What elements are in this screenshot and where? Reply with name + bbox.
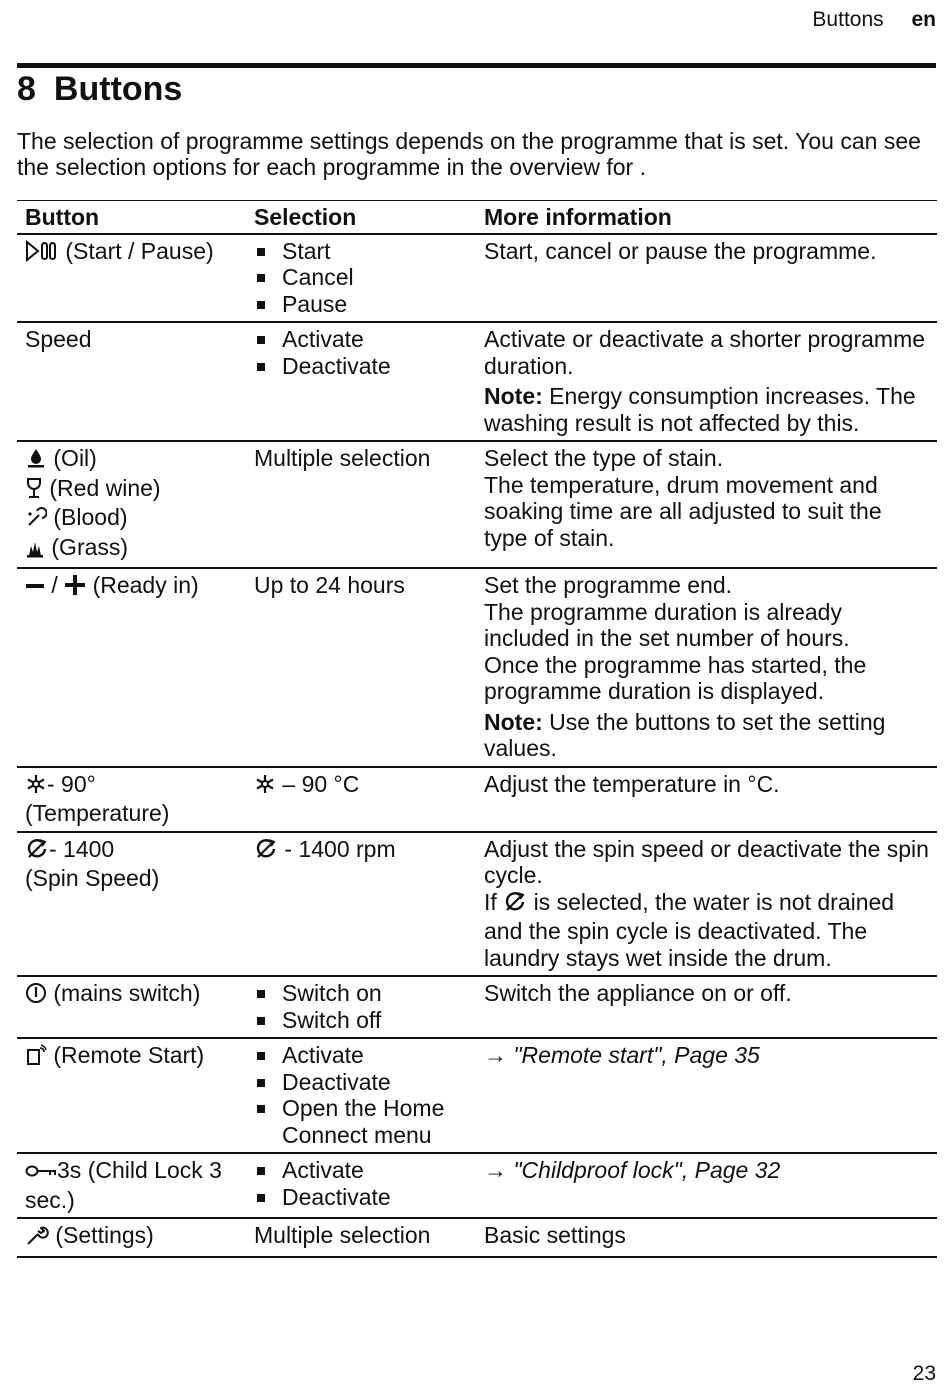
- info-cell: [476, 322, 937, 441]
- key-icon: [25, 1160, 57, 1187]
- info-cell: [476, 234, 937, 323]
- selection-cell: [246, 1153, 476, 1218]
- info-text: The temperature, drum movement and soaking time are all adjusted to suit the type of stain.: [484, 471, 882, 551]
- xref-childproof-lock-link[interactable]: "Childproof lock", Page 32: [513, 1157, 781, 1183]
- info-cell: [476, 832, 937, 977]
- note-text: [484, 383, 929, 436]
- button-value: - 1400: [49, 835, 115, 862]
- info-text: [484, 889, 929, 972]
- selection-cell: [246, 832, 476, 977]
- info-cell: [476, 767, 937, 832]
- table-row: [17, 832, 937, 977]
- col-header-info: More information: [476, 201, 937, 234]
- plus-icon: [64, 574, 86, 602]
- header-rule: [17, 63, 936, 68]
- button-label: (Ready in): [92, 572, 199, 598]
- col-header-button: Button: [17, 201, 246, 234]
- button-cell: [17, 1153, 246, 1218]
- button-label: (Spin Speed): [25, 865, 160, 891]
- remote-start-icon: [25, 1044, 47, 1072]
- no-spin-icon: [25, 838, 49, 866]
- info-text: Basic settings: [484, 1222, 626, 1248]
- selection-text: - 1400 rpm: [284, 835, 396, 862]
- cold-temperature-icon: [25, 773, 47, 801]
- stain-option-grass: [25, 534, 238, 564]
- selection-item: Deactivate: [254, 1184, 468, 1211]
- info-cell: [476, 1038, 937, 1153]
- minus-icon: [25, 575, 45, 602]
- note-label: Note:: [484, 708, 543, 735]
- oil-stain-icon: [25, 447, 47, 475]
- selection-cell: [246, 322, 476, 441]
- button-cell: [17, 767, 246, 832]
- info-text: Select the type of stain.: [484, 445, 724, 471]
- table-row: [17, 767, 937, 832]
- selection-item: Switch off: [254, 1007, 468, 1034]
- button-label: (Child Lock 3 sec.): [25, 1157, 222, 1213]
- button-separator: /: [51, 572, 58, 598]
- selection-item: Activate: [254, 326, 468, 353]
- stain-option-red-wine: [25, 475, 238, 505]
- selection-item: Switch on: [254, 980, 468, 1007]
- red-wine-icon: [25, 477, 43, 505]
- selection-cell: [246, 976, 476, 1038]
- button-label: (Settings): [55, 1222, 154, 1248]
- power-icon: [25, 982, 47, 1010]
- table-row: [17, 322, 937, 441]
- page-title: [17, 70, 182, 109]
- info-text: Switch the appliance on or off.: [484, 980, 792, 1006]
- info-text: Activate or deactivate a shorter programme duration.: [484, 326, 926, 379]
- button-value: - 90°: [47, 770, 96, 797]
- selection-item: Activate: [254, 1042, 468, 1069]
- cold-temperature-icon: [254, 773, 276, 801]
- button-label: Speed: [25, 326, 92, 352]
- selection-item: Activate: [254, 1157, 468, 1184]
- no-spin-icon: [503, 891, 527, 919]
- button-cell: [17, 1038, 246, 1153]
- arrow-icon: →: [484, 1042, 507, 1068]
- stain-label: (Blood): [53, 504, 128, 530]
- table-row: [17, 1038, 937, 1153]
- selection-cell: [246, 767, 476, 832]
- info-text: Once the programme has started, the programme duration is displayed.: [484, 651, 867, 704]
- selection-text: – 90 °C: [282, 770, 360, 797]
- table-row: [17, 234, 937, 323]
- info-cell: [476, 441, 937, 568]
- info-text: Adjust the temperature in °C.: [484, 770, 780, 797]
- header-language: en: [911, 8, 936, 31]
- button-label: (Temperature): [25, 800, 170, 826]
- stain-option-blood: [25, 504, 238, 534]
- selection-cell: [246, 1038, 476, 1153]
- selection-text: Multiple selection: [254, 1222, 431, 1248]
- table-header-row: [17, 201, 937, 234]
- start-pause-icon: [25, 240, 59, 268]
- table-row: [17, 568, 937, 767]
- button-cell: [17, 441, 246, 568]
- selection-cell: [246, 441, 476, 568]
- selection-cell: [246, 568, 476, 767]
- button-label: (mains switch): [53, 980, 201, 1006]
- stain-option-oil: [25, 445, 238, 475]
- selection-item: Start: [254, 238, 468, 265]
- selection-item: Open the Home Connect menu: [254, 1095, 468, 1148]
- note-body: Energy consumption increases. The washing result is not affected by this.: [484, 383, 916, 436]
- button-cell: [17, 322, 246, 441]
- info-text: The programme duration is already included in the set number of hours.: [484, 598, 850, 651]
- selection-text: Multiple selection: [254, 445, 431, 471]
- blood-icon: [25, 506, 47, 534]
- info-after: is selected, the water is not drained and the spin cycle is deactivated. The laundry stays wet inside the drum.: [484, 888, 895, 971]
- table-row: [17, 976, 937, 1038]
- cross-reference[interactable]: [484, 1042, 929, 1069]
- selection-item: Deactivate: [254, 353, 468, 380]
- cross-reference[interactable]: [484, 1157, 929, 1184]
- chapter-number: 8: [17, 70, 36, 108]
- header-section: Buttons: [812, 8, 884, 31]
- selection-cell: [246, 234, 476, 323]
- selection-cell: [246, 1218, 476, 1257]
- intro-paragraph: The selection of programme settings depends on the programme that is set. You can see the selection options for each programme in the overview for .: [17, 128, 921, 180]
- note-text: [484, 709, 929, 762]
- no-spin-icon: [254, 838, 278, 866]
- note-label: Note:: [484, 383, 543, 409]
- wrench-icon: [25, 1224, 49, 1252]
- table-row: [17, 1218, 937, 1257]
- info-text: Start, cancel or pause the programme.: [484, 237, 877, 264]
- stain-label: (Red wine): [49, 474, 161, 501]
- info-cell: [476, 1218, 937, 1257]
- button-cell: [17, 568, 246, 767]
- info-if: If: [484, 888, 497, 915]
- selection-item: Pause: [254, 291, 468, 318]
- info-cell: [476, 568, 937, 767]
- col-header-selection: Selection: [246, 201, 476, 234]
- xref-remote-start-link[interactable]: "Remote start", Page 35: [513, 1042, 760, 1068]
- running-header: [812, 8, 936, 32]
- selection-item: Deactivate: [254, 1069, 468, 1096]
- selection-text: Up to 24 hours: [254, 572, 405, 598]
- note-body: Use the buttons to set the setting values.: [484, 708, 886, 761]
- buttons-table: [17, 200, 937, 1258]
- table-row: [17, 1153, 937, 1218]
- info-text: Adjust the spin speed or deactivate the spin cycle.: [484, 835, 929, 888]
- stain-label: (Oil): [53, 445, 97, 471]
- info-text: Set the programme end.: [484, 572, 733, 598]
- button-label: (Start / Pause): [65, 237, 214, 264]
- info-cell: [476, 976, 937, 1038]
- button-cell: [17, 976, 246, 1038]
- stain-label: (Grass): [51, 533, 129, 560]
- button-value: 3s: [57, 1157, 82, 1183]
- selection-item: Cancel: [254, 264, 468, 291]
- chapter-title: Buttons: [53, 70, 183, 108]
- grass-icon: [25, 536, 45, 564]
- arrow-icon: →: [484, 1157, 507, 1183]
- page-number: 23: [912, 1362, 936, 1385]
- button-cell: [17, 832, 246, 977]
- button-cell: [17, 1218, 246, 1257]
- button-cell: [17, 234, 246, 323]
- info-cell: [476, 1153, 937, 1218]
- table-row: [17, 441, 937, 568]
- button-label: (Remote Start): [53, 1042, 205, 1068]
